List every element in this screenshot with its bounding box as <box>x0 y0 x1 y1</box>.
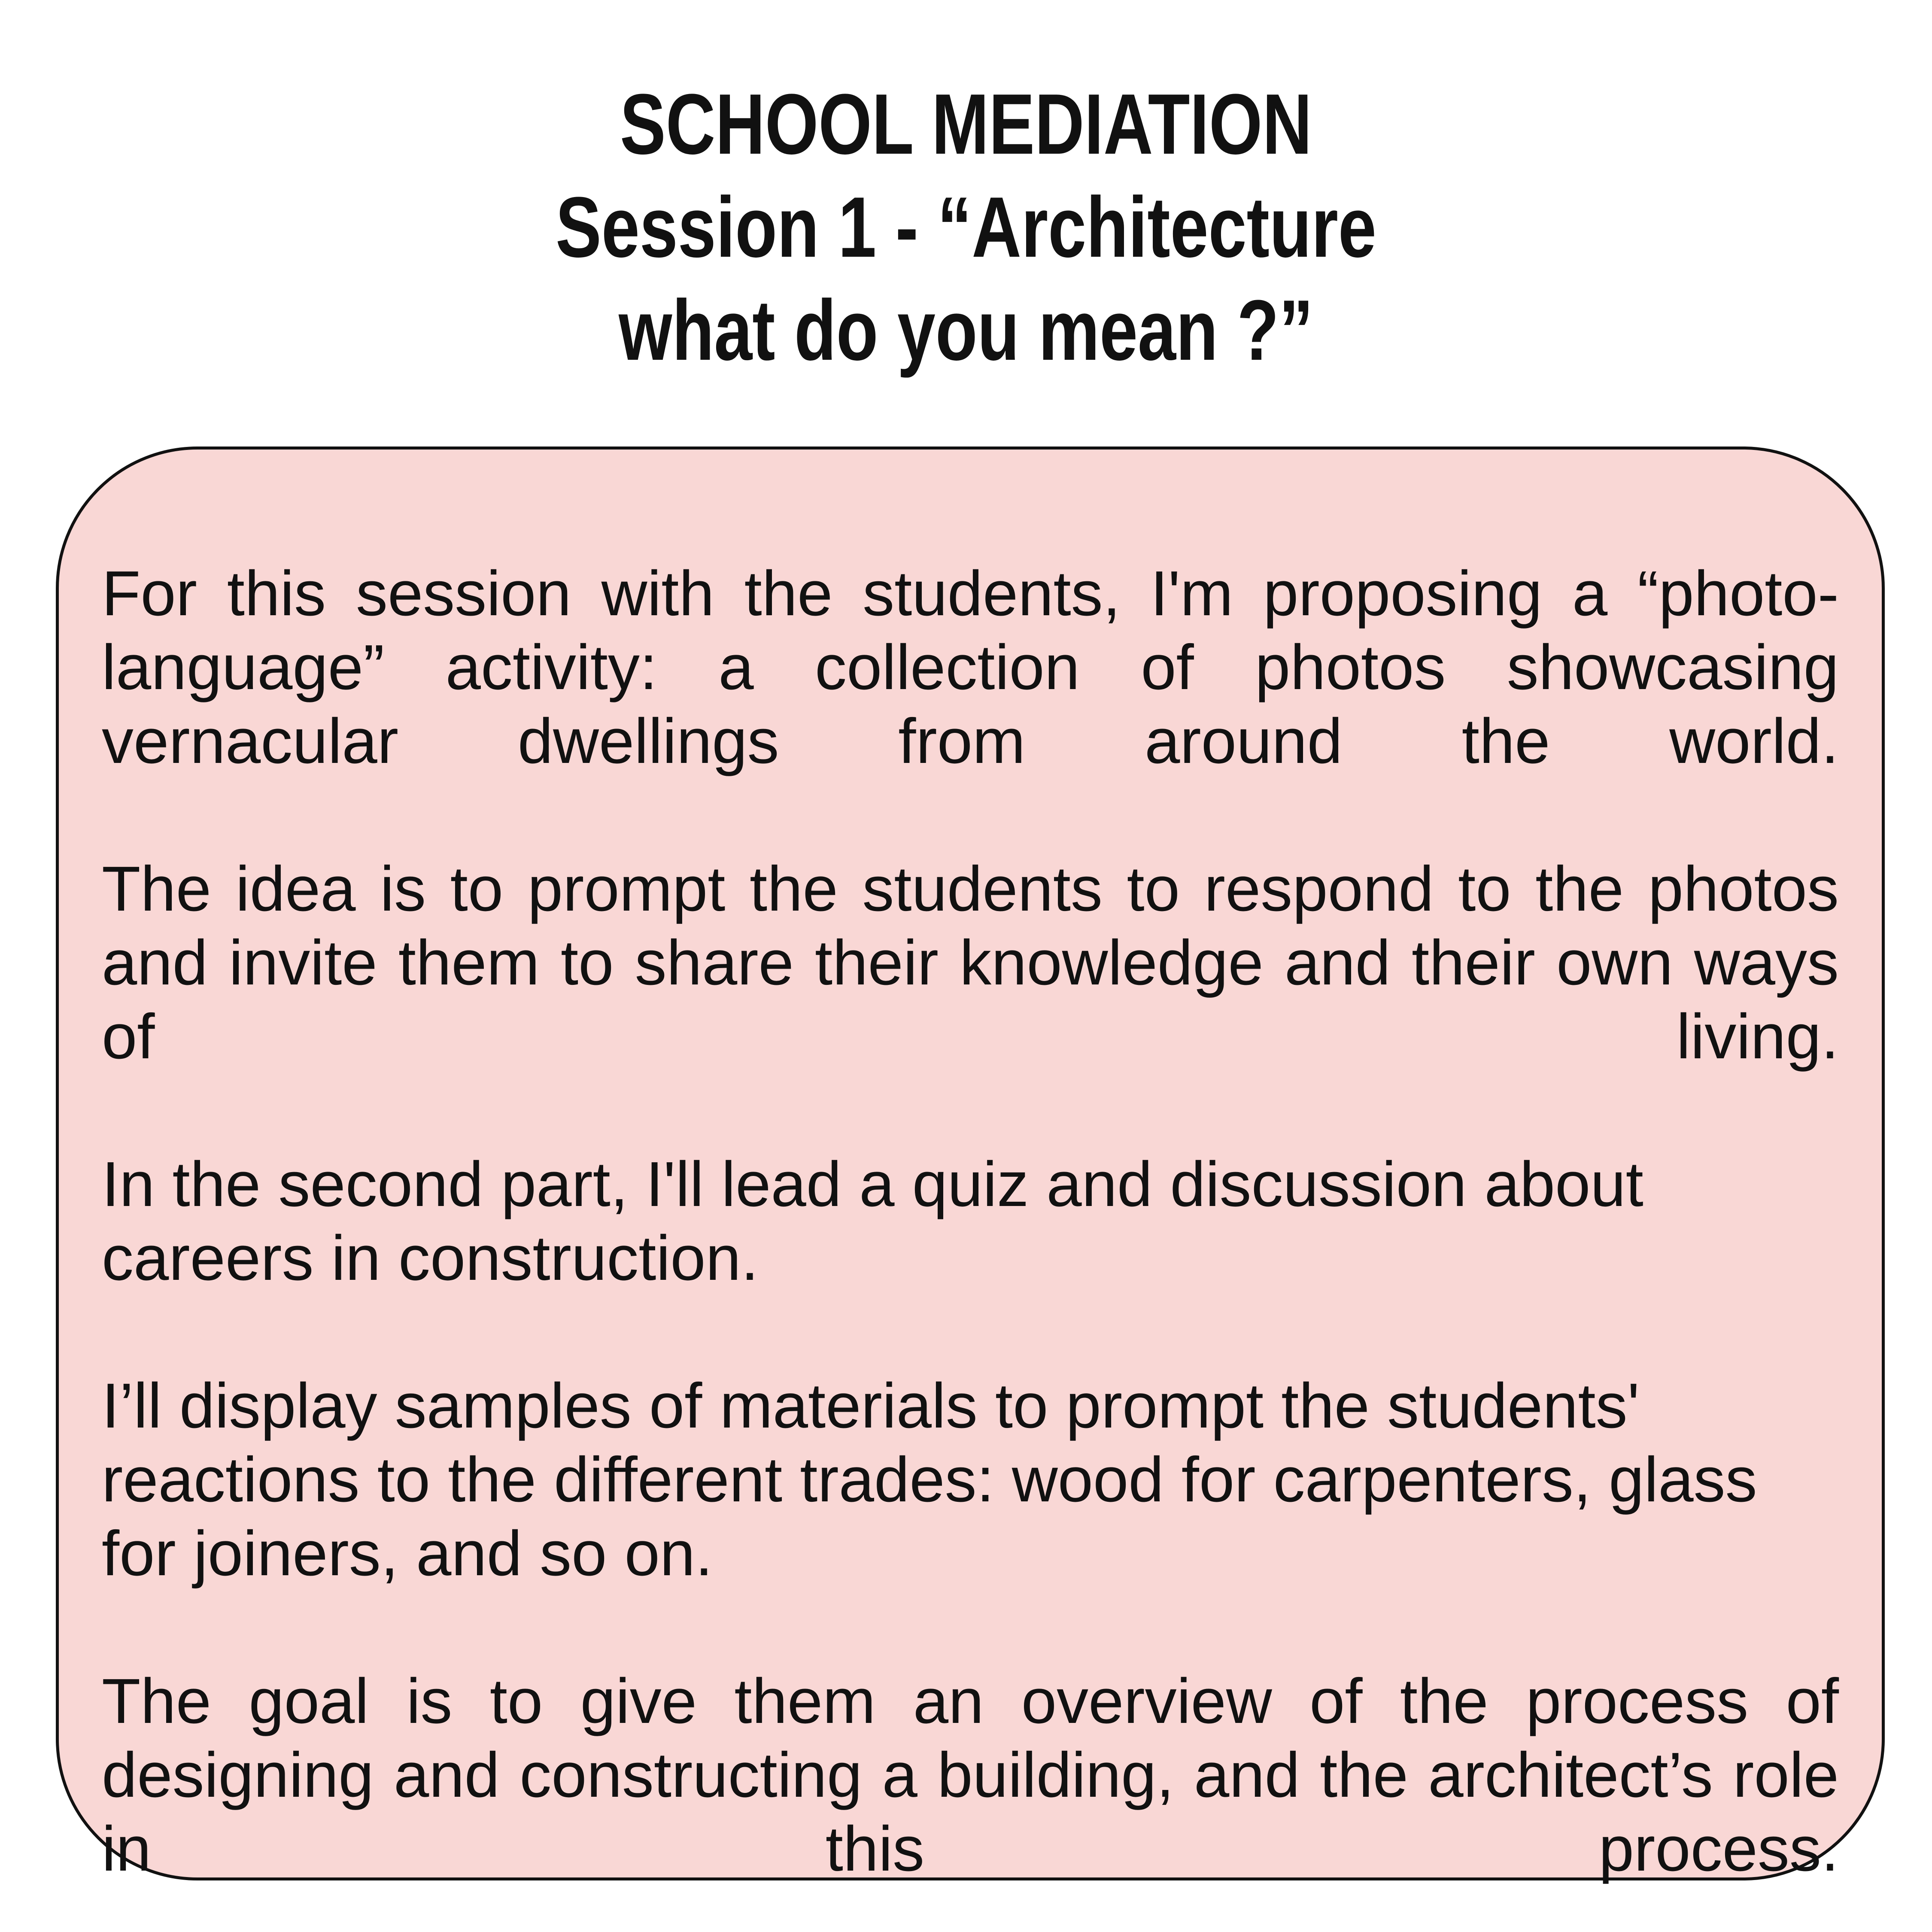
paragraph-second-part: In the second part, I'll lead a quiz and discussion about careers in construction. <box>102 1149 1643 1294</box>
session-description-card <box>56 447 1885 1884</box>
title-main: SCHOOL MEDIATION <box>620 76 1312 172</box>
page-title <box>0 73 1932 382</box>
card-body <box>102 557 1839 1886</box>
paragraph-materials: I’ll display samples of materials to prompt the students' reactions to the different trades: wood for carpenters, glass for joiners, and so on. <box>102 1370 1757 1589</box>
title-question: what do you mean ?” <box>619 283 1313 378</box>
title-session: Session 1 - “Architecture <box>556 179 1376 275</box>
paragraph-photo-language: For this session with the students, I'm proposing a “photo-language” activity: a collection of photos showcasing vernacular dwellings from around the world. <box>102 558 1839 777</box>
paragraph-goal: The goal is to give them an overview of the process of designing and constructing a building, and the architect’s role in this process. <box>102 1666 1839 1884</box>
paragraph-idea: The idea is to prompt the students to respond to the photos and invite them to share their knowledge and their own ways of living. <box>102 854 1839 1072</box>
